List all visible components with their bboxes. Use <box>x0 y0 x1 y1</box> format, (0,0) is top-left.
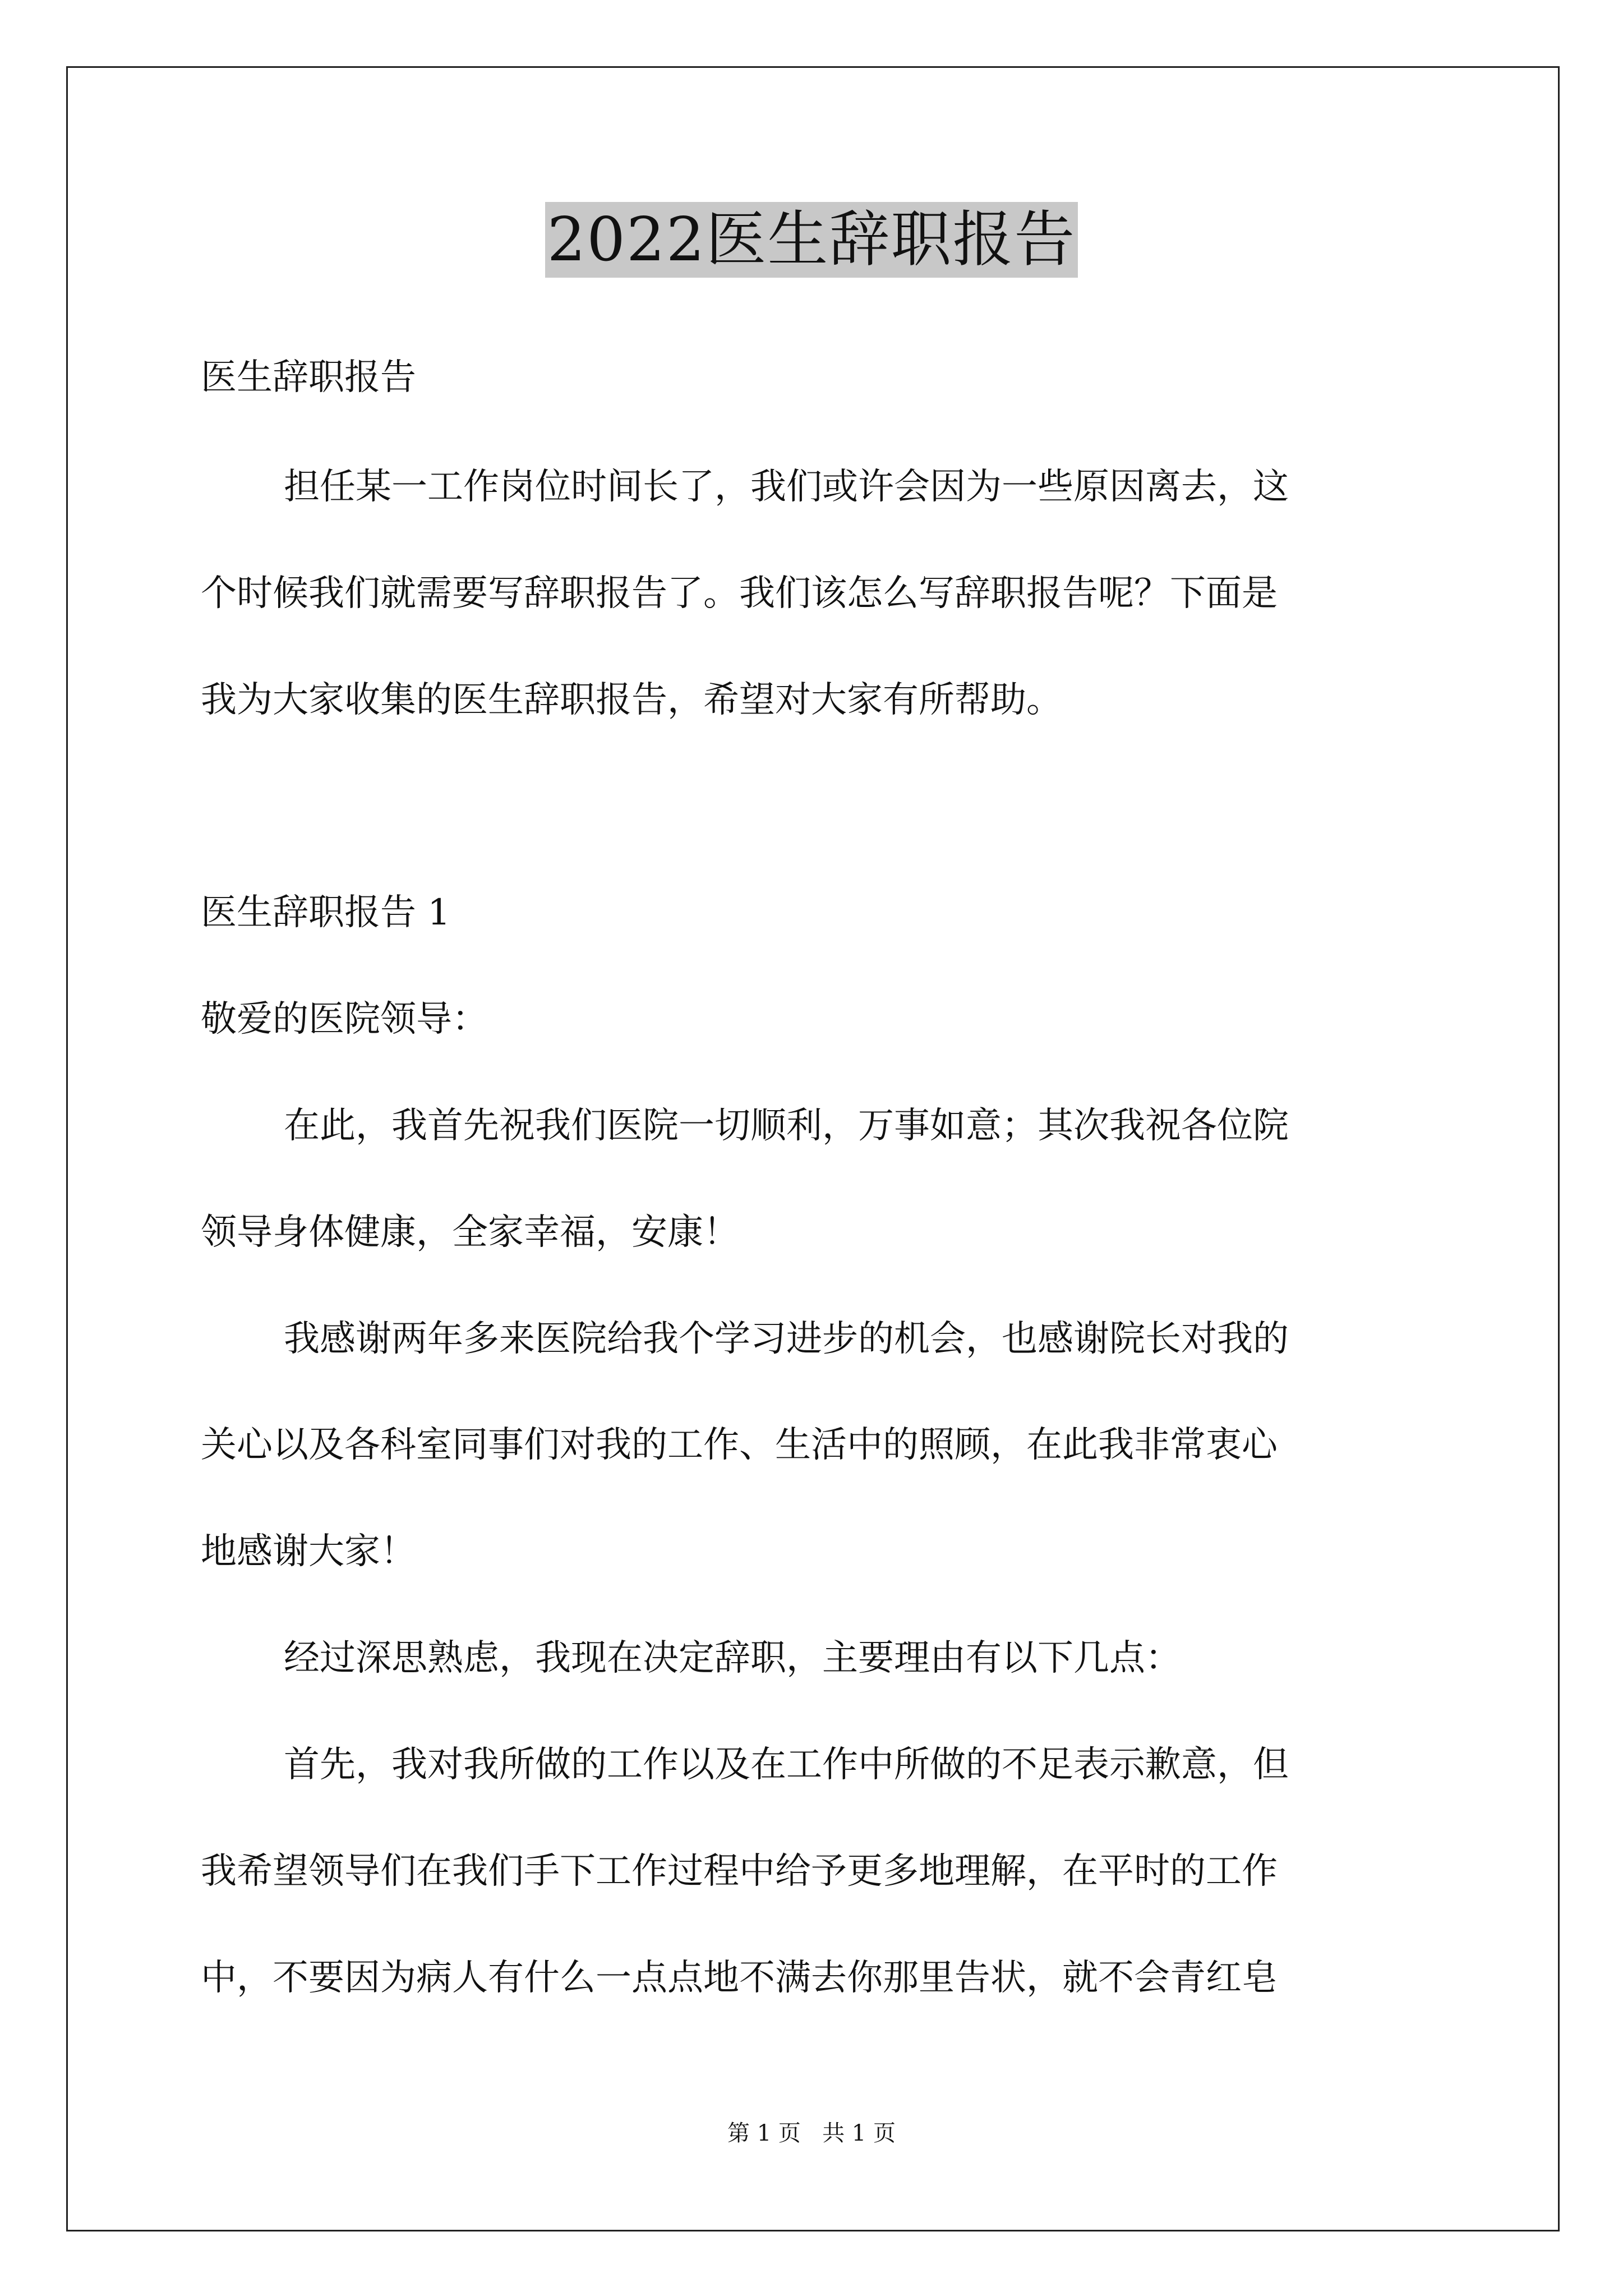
page-number-footer: 第 1 页 共 1 页 <box>727 2120 896 2146</box>
intro-line-3: 我为大家收集的医生辞职报告，希望对大家有所帮助。 <box>201 679 1062 721</box>
body-line-5: 地感谢大家！ <box>201 1531 416 1572</box>
body-line-6: 经过深思熟虑，我现在决定辞职，主要理由有以下几点： <box>284 1637 1181 1679</box>
body-line-7: 首先，我对我所做的工作以及在工作中所做的不足表示歉意，但 <box>284 1744 1289 1786</box>
title-container <box>0 202 1623 278</box>
body-line-2: 领导身体健康，全家幸福，安康！ <box>201 1212 739 1253</box>
section-heading: 医生辞职报告 1 <box>201 892 451 933</box>
intro-line-1: 担任某一工作岗位时间长了，我们或许会因为一些原因离去，这 <box>284 466 1289 508</box>
document-title: 2022医生辞职报告 <box>545 202 1078 278</box>
body-line-1: 在此，我首先祝我们医院一切顺利，万事如意；其次我祝各位院 <box>284 1105 1289 1147</box>
body-line-9: 中，不要因为病人有什么一点点地不满去你那里告状，就不会青红皂 <box>201 1957 1278 1999</box>
document-subtitle: 医生辞职报告 <box>201 357 416 398</box>
body-line-4: 关心以及各科室同事们对我的工作、生活中的照顾，在此我非常衷心 <box>201 1424 1278 1466</box>
body-line-3: 我感谢两年多来医院给我个学习进步的机会，也感谢院长对我的 <box>284 1318 1289 1360</box>
body-line-8: 我希望领导们在我们手下工作过程中给予更多地理解，在平时的工作 <box>201 1851 1278 1892</box>
salutation: 敬爱的医院领导： <box>201 999 488 1040</box>
intro-line-2: 个时候我们就需要写辞职报告了。我们该怎么写辞职报告呢？下面是 <box>201 573 1278 614</box>
